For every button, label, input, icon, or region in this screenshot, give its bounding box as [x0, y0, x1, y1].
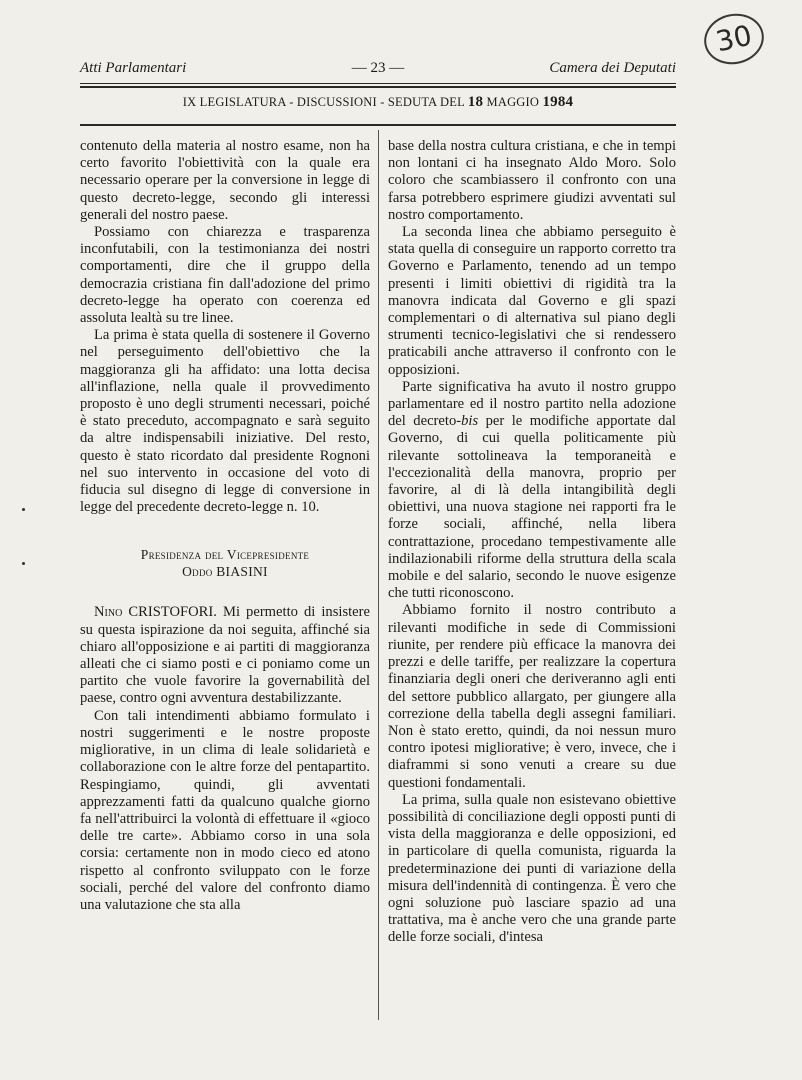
header-page-number: — 23 — [351, 60, 405, 76]
paragraph: La seconda linea che abbiamo perseguito è stata quella di conseguire un rapporto corretto tra Governo e Parlamento, tenendo ad un tempo presenti i limiti obiettivi di rigidità tra la manovra indicata dal Governo e gli spazi complementari o di alternativa sul piano degli strumenti tecnico-legislativi che si rendessero praticabili anche attraverso il confronto con le opposizioni. [388, 224, 676, 378]
session-month: MAGGIO [486, 95, 540, 109]
italic-bis: bis [461, 413, 479, 430]
paragraph: Con tali intendimenti abbiamo formulato i nostri suggerimenti e le nostre proposte migliorative, in un clima di leale solidarietà e collaborazione con le altre forze del pentapartito. Respingiamo, quindi, gli avventati apprezzamenti fatti da qualcuno qualche giorno fa nell'attribuirci la volontà di effettuare il «gioco delle tre carte». Abbiamo corso in una sola corsia: certamente non in modo cieco ed atono rispetto al confronto sviluppato con le forze sociali, perché del valore del confronto diamo una valutazione che sta alla [80, 707, 370, 913]
session-year: 1984 [542, 94, 574, 110]
paragraph: La prima è stata quella di sostenere il Governo nel perseguimento dell'obiettivo che la maggioranza gli ha affidato: una lotta decisa all'inflazione, nella quale il provvedimento proposto è uno degli strumenti necessari, poiché è stato preceduto, accompagnato e sarà seguito da altre indispensabili iniziative. Del resto, questo è stato ricordato dal presidente Rognoni nel suo intervento in occasione del voto di fiducia sul disegno di legge di conversione in legge del precedente decreto-legge n. 10. [80, 327, 370, 516]
header-publication: Atti Parlamentari [80, 60, 187, 76]
left-column [80, 138, 370, 914]
presidency-title: Presidenza del Vicepresidente [140, 547, 310, 563]
text-run: per le modifiche apportate dal Governo, di cui quella politicamente più rilevante sottolineava la temporaneità e l'eccezionalità della manovra, proprio per favorire, al di là della intangibilità degli obiettivi, una nuova stagione nei rapporti fra le forze sociali, affinché, nella libera contrattazione, procedano tempestivamente alle indilazionabili riforme della struttura della scala mobile e del salario, secondo le nuove esigenze che tutti riconoscono. [388, 413, 676, 602]
speaker-name: Nino CRISTOFORI. [94, 604, 217, 621]
header-chamber: Camera dei Deputati [549, 60, 676, 76]
speaker-text: Mi permetto di insistere su questa ispirazione da noi seguita, affinché sia chiaro all'opposizione e ai partiti di maggioranza alleati che ci siamo posti e ci poniamo come un partito che vuole favorire la governabilità del paese, contro ogni avventura destabilizzante. [80, 604, 370, 707]
subheader-rule [80, 124, 676, 126]
presidency-name: Oddo BIASINI [182, 564, 268, 580]
session-text: IX LEGISLATURA - DISCUSSIONI - SEDUTA DEL [182, 95, 465, 109]
column-divider [378, 130, 379, 1020]
presidency-heading [80, 546, 370, 580]
session-day: 18 [467, 94, 484, 110]
header-rule-thin [80, 83, 676, 84]
handwritten-page-number: 30 [699, 8, 768, 69]
margin-mark [22, 508, 25, 511]
right-column [388, 138, 676, 947]
paragraph: contenuto della materia al nostro esame, non ha certo favorito l'obiettività con la quale era necessario operare per la conversione in legge di questo decreto-legge, secondo gli interessi generali del nostro paese. [80, 138, 370, 223]
header-rule-thick [80, 86, 676, 88]
margin-mark [22, 562, 25, 565]
paragraph: base della nostra cultura cristiana, e che in tempi non lontani ci ha insegnato Aldo Moro. Solo coloro che scambiassero il confronto con una farsa potrebbero esprimere giudizi avventati sul nostro comportamento. [388, 138, 676, 223]
page-header [80, 56, 676, 84]
speaker-paragraph [80, 604, 370, 707]
session-line [80, 94, 676, 111]
paragraph: Abbiamo fornito il nostro contributo a rilevanti modifiche in sede di Commissioni riunite, per rendere più efficace la manovra dei prezzi e delle tariffe, per realizzare la copertura finanziaria degli oneri che deriveranno agli enti del settore pubblico allargato, per giungere alla correzione della tabella degli assegni familiari. Non è stato eretto, quindi, da noi nessun muro contro ipotesi migliorative; è vero, invece, che i diaframmi si sono venuti a creare su due questioni fondamentali. [388, 602, 676, 791]
paragraph: La prima, sulla quale non esistevano obiettive possibilità di conciliazione degli opposti punti di vista della maggioranza e delle opposizioni, ed in particolare di quella comunista, riguarda la predeterminazione dei punti di variazione della misura dell'indennità di contingenza. È vero che ogni soluzione può lasciare spazio ad una trattativa, ma è anche vero che una grande parte delle forze sociali, d'intesa [388, 791, 676, 946]
paragraph [388, 379, 676, 603]
text-run: Parte significativa ha avuto il nostro gruppo parlamentare ed il nostro partito nella adozione del decreto- [388, 378, 676, 430]
paragraph: Possiamo con chiarezza e trasparenza inconfutabili, con la testimonianza dei nostri comportamenti, dire che il gruppo della democrazia cristiana fin dall'adozione del primo decreto-legge ha operato con coerenza ed assoluta lealtà su tre linee. [80, 224, 370, 327]
